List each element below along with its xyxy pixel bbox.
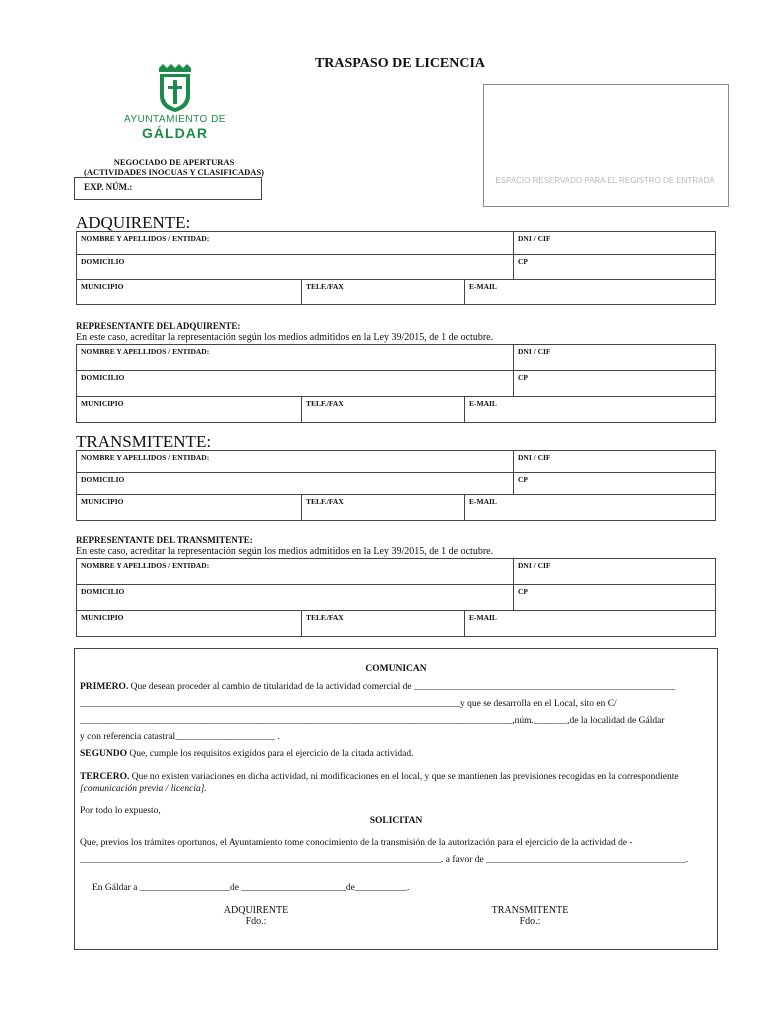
segundo-paragraph bbox=[80, 749, 712, 759]
field-dni[interactable]: DNI / CIF bbox=[514, 232, 716, 255]
comunican-heading: COMUNICAN bbox=[365, 664, 427, 674]
field-cp[interactable]: CP bbox=[514, 255, 716, 280]
logo-text-line1: AYUNTAMIENTO DE bbox=[124, 114, 226, 125]
solicitan-text: Que, previos los trámites oportunos, el Ayuntamiento tome conocimiento de la transmisión de la autorización para el ejercicio de la actividad de - bbox=[80, 838, 633, 848]
field-dni[interactable]: DNI / CIF bbox=[514, 345, 716, 371]
field-domicilio[interactable]: DOMICILIO bbox=[77, 585, 514, 611]
field-cp[interactable]: CP bbox=[514, 473, 716, 495]
field-domicilio[interactable]: DOMICILIO bbox=[77, 473, 514, 495]
registry-stamp-text: ESPACIO RESERVADO PARA EL REGISTRO DE ENTRADA bbox=[495, 176, 715, 185]
field-email[interactable]: E-MAIL bbox=[465, 397, 716, 423]
transmitente-table bbox=[76, 450, 716, 521]
signature-adquirente bbox=[196, 905, 316, 927]
field-email[interactable]: E-MAIL bbox=[465, 280, 716, 305]
field-email[interactable]: E-MAIL bbox=[465, 611, 716, 637]
tercero-paragraph bbox=[80, 771, 712, 795]
department-line2: (ACTIVIDADES INOCUAS Y CLASIFICADAS) bbox=[83, 167, 265, 177]
signature-transmitente bbox=[470, 905, 590, 927]
field-cp[interactable]: CP bbox=[514, 585, 716, 611]
primero-line3: ___________________________________________________________________________________________,núm._______,de la localidad de Gáldar bbox=[80, 716, 665, 726]
sig-transmitente-label: TRANSMITENTE bbox=[491, 905, 569, 916]
solicitan-line2: ____________________________________________________________________________. a favor de __________________________________________. bbox=[80, 855, 688, 865]
comunican-box bbox=[74, 648, 718, 950]
field-nombre[interactable]: NOMBRE Y APELLIDOS / ENTIDAD: bbox=[77, 232, 514, 255]
section-adquirente: ADQUIRENTE: bbox=[76, 213, 191, 232]
primero-text: Que desean proceder al cambio de titularidad de la actividad comercial de _______________________________________________________ bbox=[130, 682, 676, 692]
logo-text-line2: GÁLDAR bbox=[142, 125, 208, 141]
rep-transmitente-table bbox=[76, 558, 716, 637]
field-municipio[interactable]: MUNICIPIO bbox=[77, 495, 302, 521]
sig-adquirente-fdo: Fdo.: bbox=[245, 916, 267, 927]
primero-label: PRIMERO. bbox=[80, 682, 129, 692]
field-cp[interactable]: CP bbox=[514, 371, 716, 397]
field-municipio[interactable]: MUNICIPIO bbox=[77, 611, 302, 637]
field-dni[interactable]: DNI / CIF bbox=[514, 451, 716, 473]
primero-paragraph bbox=[80, 682, 712, 692]
field-dni[interactable]: DNI / CIF bbox=[514, 559, 716, 585]
primero-line2: ________________________________________________________________________________y que se desarrolla en el Local, sito en C/ bbox=[80, 699, 617, 709]
field-nombre[interactable]: NOMBRE Y APELLIDOS / ENTIDAD: bbox=[77, 345, 514, 371]
field-telf[interactable]: TELF./FAX bbox=[302, 495, 465, 521]
rep-transmitente-note: En este caso, acreditar la representación según los medios admitidos en la Ley 39/2015, de 1 de octubre. bbox=[76, 546, 494, 557]
registry-stamp-area bbox=[483, 84, 729, 207]
solicitan-heading: SOLICITAN bbox=[369, 816, 423, 826]
segundo-text: Que, cumple los requisitos exigidos para el ejercicio de la citada actividad. bbox=[129, 749, 414, 759]
section-rep-adquirente: REPRESENTANTE DEL ADQUIRENTE: bbox=[76, 321, 241, 331]
primero-line4: y con referencia catastral_____________________ . bbox=[80, 732, 280, 742]
field-municipio[interactable]: MUNICIPIO bbox=[77, 397, 302, 423]
field-email[interactable]: E-MAIL bbox=[465, 495, 716, 521]
field-nombre[interactable]: NOMBRE Y APELLIDOS / ENTIDAD: bbox=[77, 559, 514, 585]
department-line1: NEGOCIADO DE APERTURAS bbox=[113, 157, 235, 167]
sig-transmitente-fdo: Fdo.: bbox=[519, 916, 541, 927]
por-todo-text: Por todo lo expuesto, bbox=[80, 806, 161, 816]
sig-adquirente-label: ADQUIRENTE bbox=[223, 905, 289, 916]
rep-adquirente-note: En este caso, acreditar la representación según los medios admitidos en la Ley 39/2015, de 1 de octubre. bbox=[76, 332, 494, 343]
tercero-italic: [comunicación previa / licencia]. bbox=[80, 784, 207, 794]
section-transmitente: TRANSMITENTE: bbox=[76, 432, 212, 451]
field-telf[interactable]: TELF./FAX bbox=[302, 397, 465, 423]
field-telf[interactable]: TELF./FAX bbox=[302, 611, 465, 637]
adquirente-table bbox=[76, 231, 716, 305]
field-domicilio[interactable]: DOMICILIO bbox=[77, 371, 514, 397]
document-title: TRASPASO DE LICENCIA bbox=[314, 56, 486, 71]
segundo-label: SEGUNDO bbox=[80, 749, 127, 759]
field-telf[interactable]: TELF./FAX bbox=[302, 280, 465, 305]
fecha-line: En Gáldar a ___________________de ______________________de___________. bbox=[92, 883, 410, 893]
field-domicilio[interactable]: DOMICILIO bbox=[77, 255, 514, 280]
department-label bbox=[74, 157, 274, 177]
rep-adquirente-table bbox=[76, 344, 716, 423]
field-nombre[interactable]: NOMBRE Y APELLIDOS / ENTIDAD: bbox=[77, 451, 514, 473]
tercero-text: Que no existen variaciones en dicha actividad, ni modificaciones en el local, y que se mantienen las previsiones recogidas en la correspondiente bbox=[131, 772, 679, 782]
section-rep-transmitente: REPRESENTANTE DEL TRANSMITENTE: bbox=[76, 535, 253, 545]
exp-number-label: EXP. NÚM.: bbox=[84, 182, 133, 192]
tercero-label: TERCERO. bbox=[80, 772, 130, 782]
field-municipio[interactable]: MUNICIPIO bbox=[77, 280, 302, 305]
